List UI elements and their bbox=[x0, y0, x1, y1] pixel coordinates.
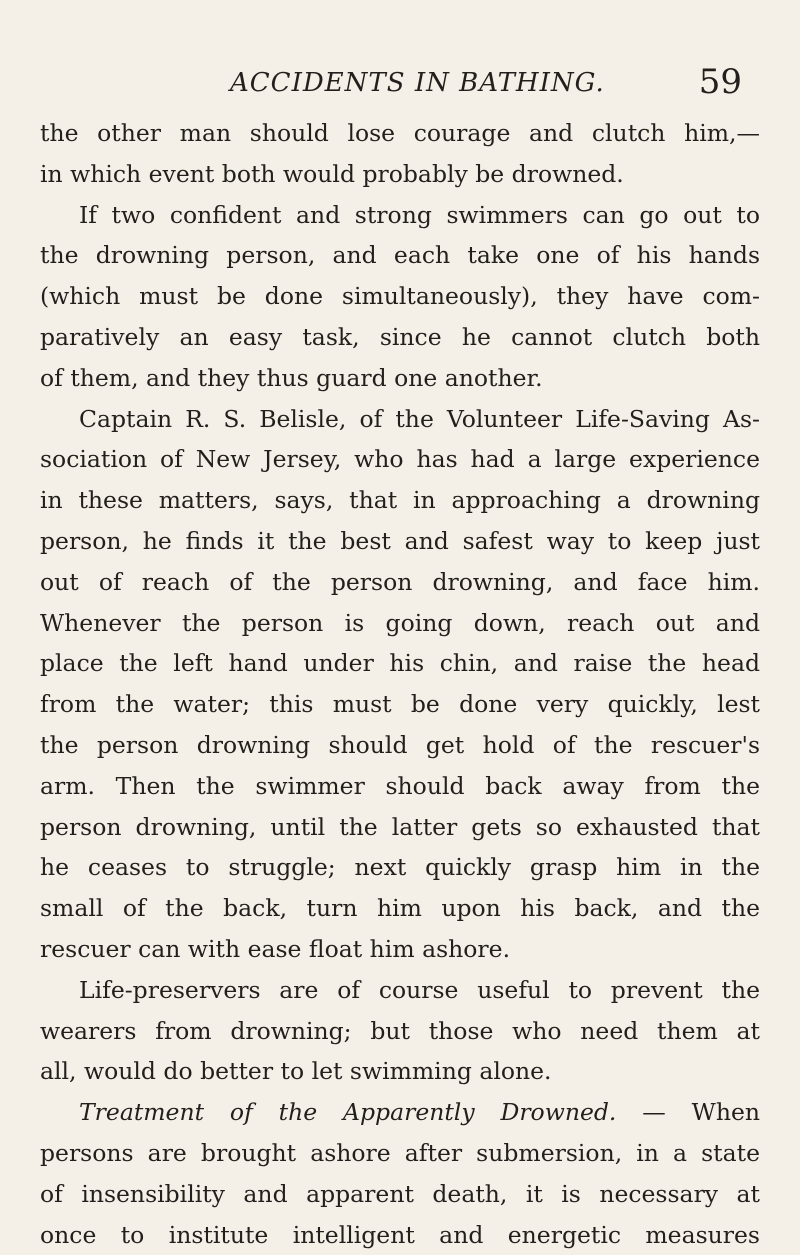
line-text: out of reach of the person drowning, and face him. bbox=[40, 567, 760, 596]
text-line bbox=[40, 847, 760, 888]
text-line bbox=[40, 113, 760, 154]
text-line bbox=[40, 888, 760, 929]
text-line bbox=[40, 276, 760, 317]
page-number: 59 bbox=[698, 62, 742, 102]
line-text: Whenever the person is going down, reach out and bbox=[40, 608, 760, 637]
line-text: the drowning person, and each take one of his hands bbox=[40, 241, 760, 270]
text-line bbox=[40, 725, 760, 766]
text-line bbox=[40, 521, 760, 562]
line-text: once to institute intelligent and energetic measures bbox=[40, 1220, 760, 1249]
line-text: of them, and they thus guard one another. bbox=[40, 363, 543, 392]
text-line bbox=[40, 480, 760, 521]
line-text: person drowning, until the latter gets so exhausted that bbox=[40, 812, 760, 841]
line-text: in these matters, says, that in approaching a drowning bbox=[40, 486, 760, 515]
line-text: arm. Then the swimmer should back away from the bbox=[40, 771, 760, 800]
text-line bbox=[40, 195, 760, 236]
text-line bbox=[40, 766, 760, 807]
text-line bbox=[40, 1092, 760, 1133]
text-line bbox=[40, 807, 760, 848]
text-line bbox=[40, 317, 760, 358]
running-head bbox=[40, 62, 770, 108]
line-text: wearers from drowning; but those who need them at bbox=[40, 1016, 760, 1045]
body-text bbox=[40, 113, 760, 1255]
line-text: (which must be done simultaneously), they have com- bbox=[40, 282, 760, 311]
text-line bbox=[40, 439, 760, 480]
line-text: he ceases to struggle; next quickly grasp him in the bbox=[40, 853, 760, 882]
text-line bbox=[40, 235, 760, 276]
line-text: of insensibility and apparent death, it is necessary at bbox=[40, 1179, 760, 1208]
line-text: small of the back, turn him upon his back, and the bbox=[40, 894, 760, 923]
text-line bbox=[40, 1215, 760, 1255]
line-text: in which event both would probably be drowned. bbox=[40, 159, 624, 188]
text-line bbox=[40, 399, 760, 440]
text-line bbox=[40, 1174, 760, 1215]
line-text: rescuer can with ease float him ashore. bbox=[40, 934, 511, 963]
line-text: the other man should lose courage and clutch him,— bbox=[40, 119, 760, 147]
line-text: from the water; this must be done very quickly, lest bbox=[40, 690, 760, 719]
text-line bbox=[40, 603, 760, 644]
running-title: ACCIDENTS IN BATHING. bbox=[230, 68, 605, 98]
line-text: persons are brought ashore after submersion, in a state bbox=[40, 1138, 760, 1167]
text-line bbox=[40, 684, 760, 725]
text-line bbox=[40, 643, 760, 684]
line-text: all, would do better to let swimming alone. bbox=[40, 1057, 552, 1086]
line-text: sociation of New Jersey, who has had a large experience bbox=[40, 445, 760, 474]
line-text: — When bbox=[616, 1098, 760, 1127]
text-line bbox=[40, 358, 760, 399]
text-line bbox=[40, 1051, 760, 1092]
line-text: place the left hand under his chin, and raise the head bbox=[40, 649, 760, 678]
line-text: paratively an easy task, since he cannot clutch both bbox=[40, 322, 760, 351]
text-line bbox=[40, 154, 760, 195]
line-text: the person drowning should get hold of the rescuer's bbox=[40, 730, 760, 759]
text-line bbox=[40, 1011, 760, 1052]
line-text: If two confident and strong swimmers can go out to bbox=[79, 200, 760, 229]
section-heading: Treatment of the Apparently Drowned. bbox=[79, 1098, 617, 1127]
text-line bbox=[40, 1133, 760, 1174]
line-text: Life-preservers are of course useful to prevent the bbox=[79, 975, 760, 1004]
text-line bbox=[40, 970, 760, 1011]
text-line bbox=[40, 929, 760, 970]
line-text: person, he finds it the best and safest way to keep just bbox=[40, 526, 760, 555]
line-text: Captain R. S. Belisle, of the Volunteer Life-Saving As- bbox=[79, 404, 760, 433]
text-line bbox=[40, 562, 760, 603]
